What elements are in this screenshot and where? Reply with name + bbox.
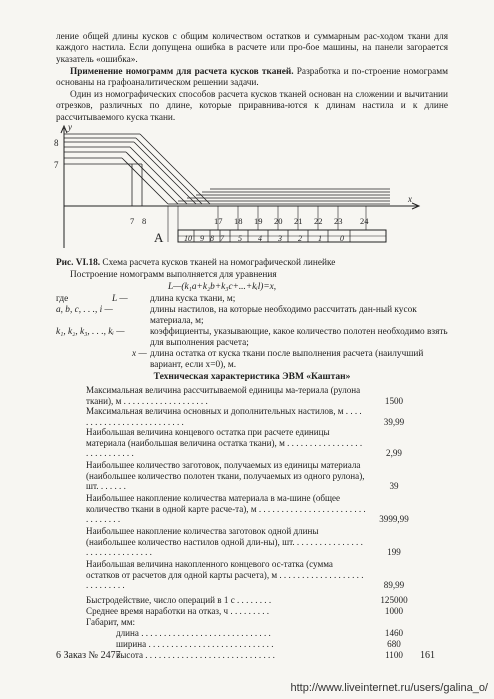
x-tick-label: 21 (294, 216, 303, 226)
intro-paragraph-1: ление общей длины кусков с общим количеством остатков и суммарным рас-ходом ткани для каждого настила. Если допущена ошибка в расчете или про-бое машины, на панели загорается указатель «ошибка». (56, 32, 448, 65)
y-tick-label: 7 (54, 160, 59, 170)
spec-value: 1500 (384, 395, 404, 406)
spec-label: Среднее время наработки на отказ, ч . . . . . . . . . (86, 606, 270, 616)
definition-text: коэффициенты, указывающие, какое количество полотен необходимо взять для выполнения расчета; (150, 327, 448, 348)
x-tick-label: 17 (214, 216, 223, 226)
x-tick-label: 7 (130, 216, 135, 226)
page-number: 161 (420, 650, 435, 661)
ruler-cell-label: 4 (258, 234, 262, 243)
spec-label: Максимальная величина рассчитываемой единицы ма-териала (рулона ткани), м . . . . . . . . . . . . . . . . . . . (86, 385, 361, 406)
spec-label: ширина . . . . . . . . . . . . . . . . . . . . . . . . . . . . (116, 639, 274, 649)
ruler-cell-label: 0 (340, 234, 344, 243)
x-tick-label: 8 (142, 216, 147, 226)
spec-value: 1000 (384, 606, 404, 616)
spec-label: Наибольшее накопление количества заготовок одной длины (наибольшее количество настилов одной дли-ны), шт. . . . . . . . . . . . . . . . . . . . . . . . . . . . . . . (86, 526, 363, 558)
spec-label: Наибольшая величина накопленного концевого ос-татка (сумма остатков от расчетов для одной карты расчета), м . . . . . . . . . . . . . . . . . . . . . . . . . . . . (86, 559, 364, 591)
figure-caption-text: Схема расчета кусков тканей на номографической линейке (102, 258, 336, 268)
definition-text: длина куска ткани, м; (150, 294, 236, 304)
print-signature: 6 Заказ № 2477 (56, 650, 121, 661)
definition-term: a, b, c, . . ., i — (56, 305, 113, 315)
x-tick-label: 19 (254, 216, 263, 226)
x-tick-label: 24 (360, 216, 369, 226)
y-axis-label: y (68, 122, 72, 132)
spec-label: Быстродействие, число операций в 1 с . . . . . . . . (86, 595, 272, 605)
definition-term: x — (132, 349, 147, 359)
intro-bold-lead: Применение номограмм для расчета кусков тканей. (70, 67, 294, 77)
spec-value: 125000 (380, 595, 408, 605)
spec-label: Максимальная величина основных и дополнительных настилов, м . . . . . . . . . . . . . . . . . . . . . . . . . . (86, 406, 362, 427)
ruler-cell-label: 2 (298, 234, 302, 243)
spec-value: 1100 (385, 650, 403, 660)
spec-label: длина . . . . . . . . . . . . . . . . . . . . . . . . . . . . . (116, 628, 271, 638)
definition-term: L — (112, 294, 128, 304)
ruler-cell-label: 1 (318, 234, 322, 243)
spec-label: Габарит, мм: (86, 617, 136, 627)
ruler-cell-label: 10 (184, 234, 192, 243)
ruler-cell-label: 7 (220, 234, 224, 243)
definition-text: длины настилов, на которые необходимо рассчитать дан-ный кусок материала, м; (150, 305, 417, 326)
definition-term: k₁, k₂, k₃, . . ., kᵢ — (56, 327, 125, 337)
spec-label: Наибольшая величина концевого остатка при расчете единицы материала (наибольшая величина остатка ткани), м . . . . . . . . . . . . . . . . . . . . . . . . . . . . (86, 427, 363, 459)
intro-paragraph-2-rest: Разработка и по-строение номограмм основаны на графоаналитическом решении задачи. (56, 67, 448, 89)
definition-text: длина остатка от куска ткани после выполнения расчета (наилучший вариант, если x=0), м. (150, 349, 424, 370)
x-tick-label: 20 (274, 216, 283, 226)
x-tick-label: 22 (314, 216, 323, 226)
spec-title: Техническая характеристика ЭВМ «Каштан» (153, 372, 351, 382)
spec-value: 680 (387, 639, 401, 649)
spec-value: 199 (387, 547, 401, 558)
nomogram-bands (64, 134, 390, 206)
ruler-label: A (154, 230, 164, 245)
ruler-cell-label: 9 (200, 234, 204, 243)
x-axis-label: x (408, 194, 412, 204)
x-tick-label: 23 (334, 216, 343, 226)
intro-paragraph-2 (56, 67, 448, 90)
equation: L—(k₁a+k₂b+k₃c+...+kᵢl)=x, (168, 282, 277, 292)
spec-value: 89,99 (383, 580, 405, 591)
spec-value: 3999,99 (379, 514, 409, 525)
intro-paragraph-3: Один из номографических способов расчета кусков тканей основан на сложении и вычитании отрезков, различных по длине, которые приравнива-ются к длинам настила и к длине рассчитываемого куска ткани. (56, 90, 448, 123)
ruler-cell-label: 8 (210, 234, 214, 243)
spec-value: 39,99 (383, 416, 405, 427)
watermark-url: http://www.liveinternet.ru/users/galina_o/ (290, 682, 488, 694)
spec-value: 39 (389, 481, 399, 492)
figure-caption (56, 258, 448, 269)
equation-intro: Построение номограмм выполняется для уравнения (70, 270, 277, 280)
y-tick-label: 8 (54, 138, 59, 148)
spec-value: 2,99 (386, 448, 402, 459)
ruler-cell-label: 3 (278, 234, 282, 243)
spec-label: Наибольшее количество заготовок, получаемых из единицы материала (наибольшее количество полотен ткани, получаемых из одного рулона), шт. . . . . . . (86, 460, 365, 492)
spec-label: Наибольшее накопление количества материала в ма-шине (общее количество ткани в одной карте расче-та), м . . . . . . . . . . . . . . . . . . . . . . . . . . . . . . . . (86, 493, 366, 525)
spec-label: высота . . . . . . . . . . . . . . . . . . . . . . . . . . . . . (116, 650, 275, 660)
x-tick-label: 18 (234, 216, 243, 226)
figure-number: Рис. VI.18. (56, 258, 101, 268)
spec-value: 1460 (384, 628, 404, 638)
where-word: где (56, 294, 69, 304)
nomogram-diagram (50, 120, 440, 255)
ruler-cell-label: 5 (238, 234, 242, 243)
